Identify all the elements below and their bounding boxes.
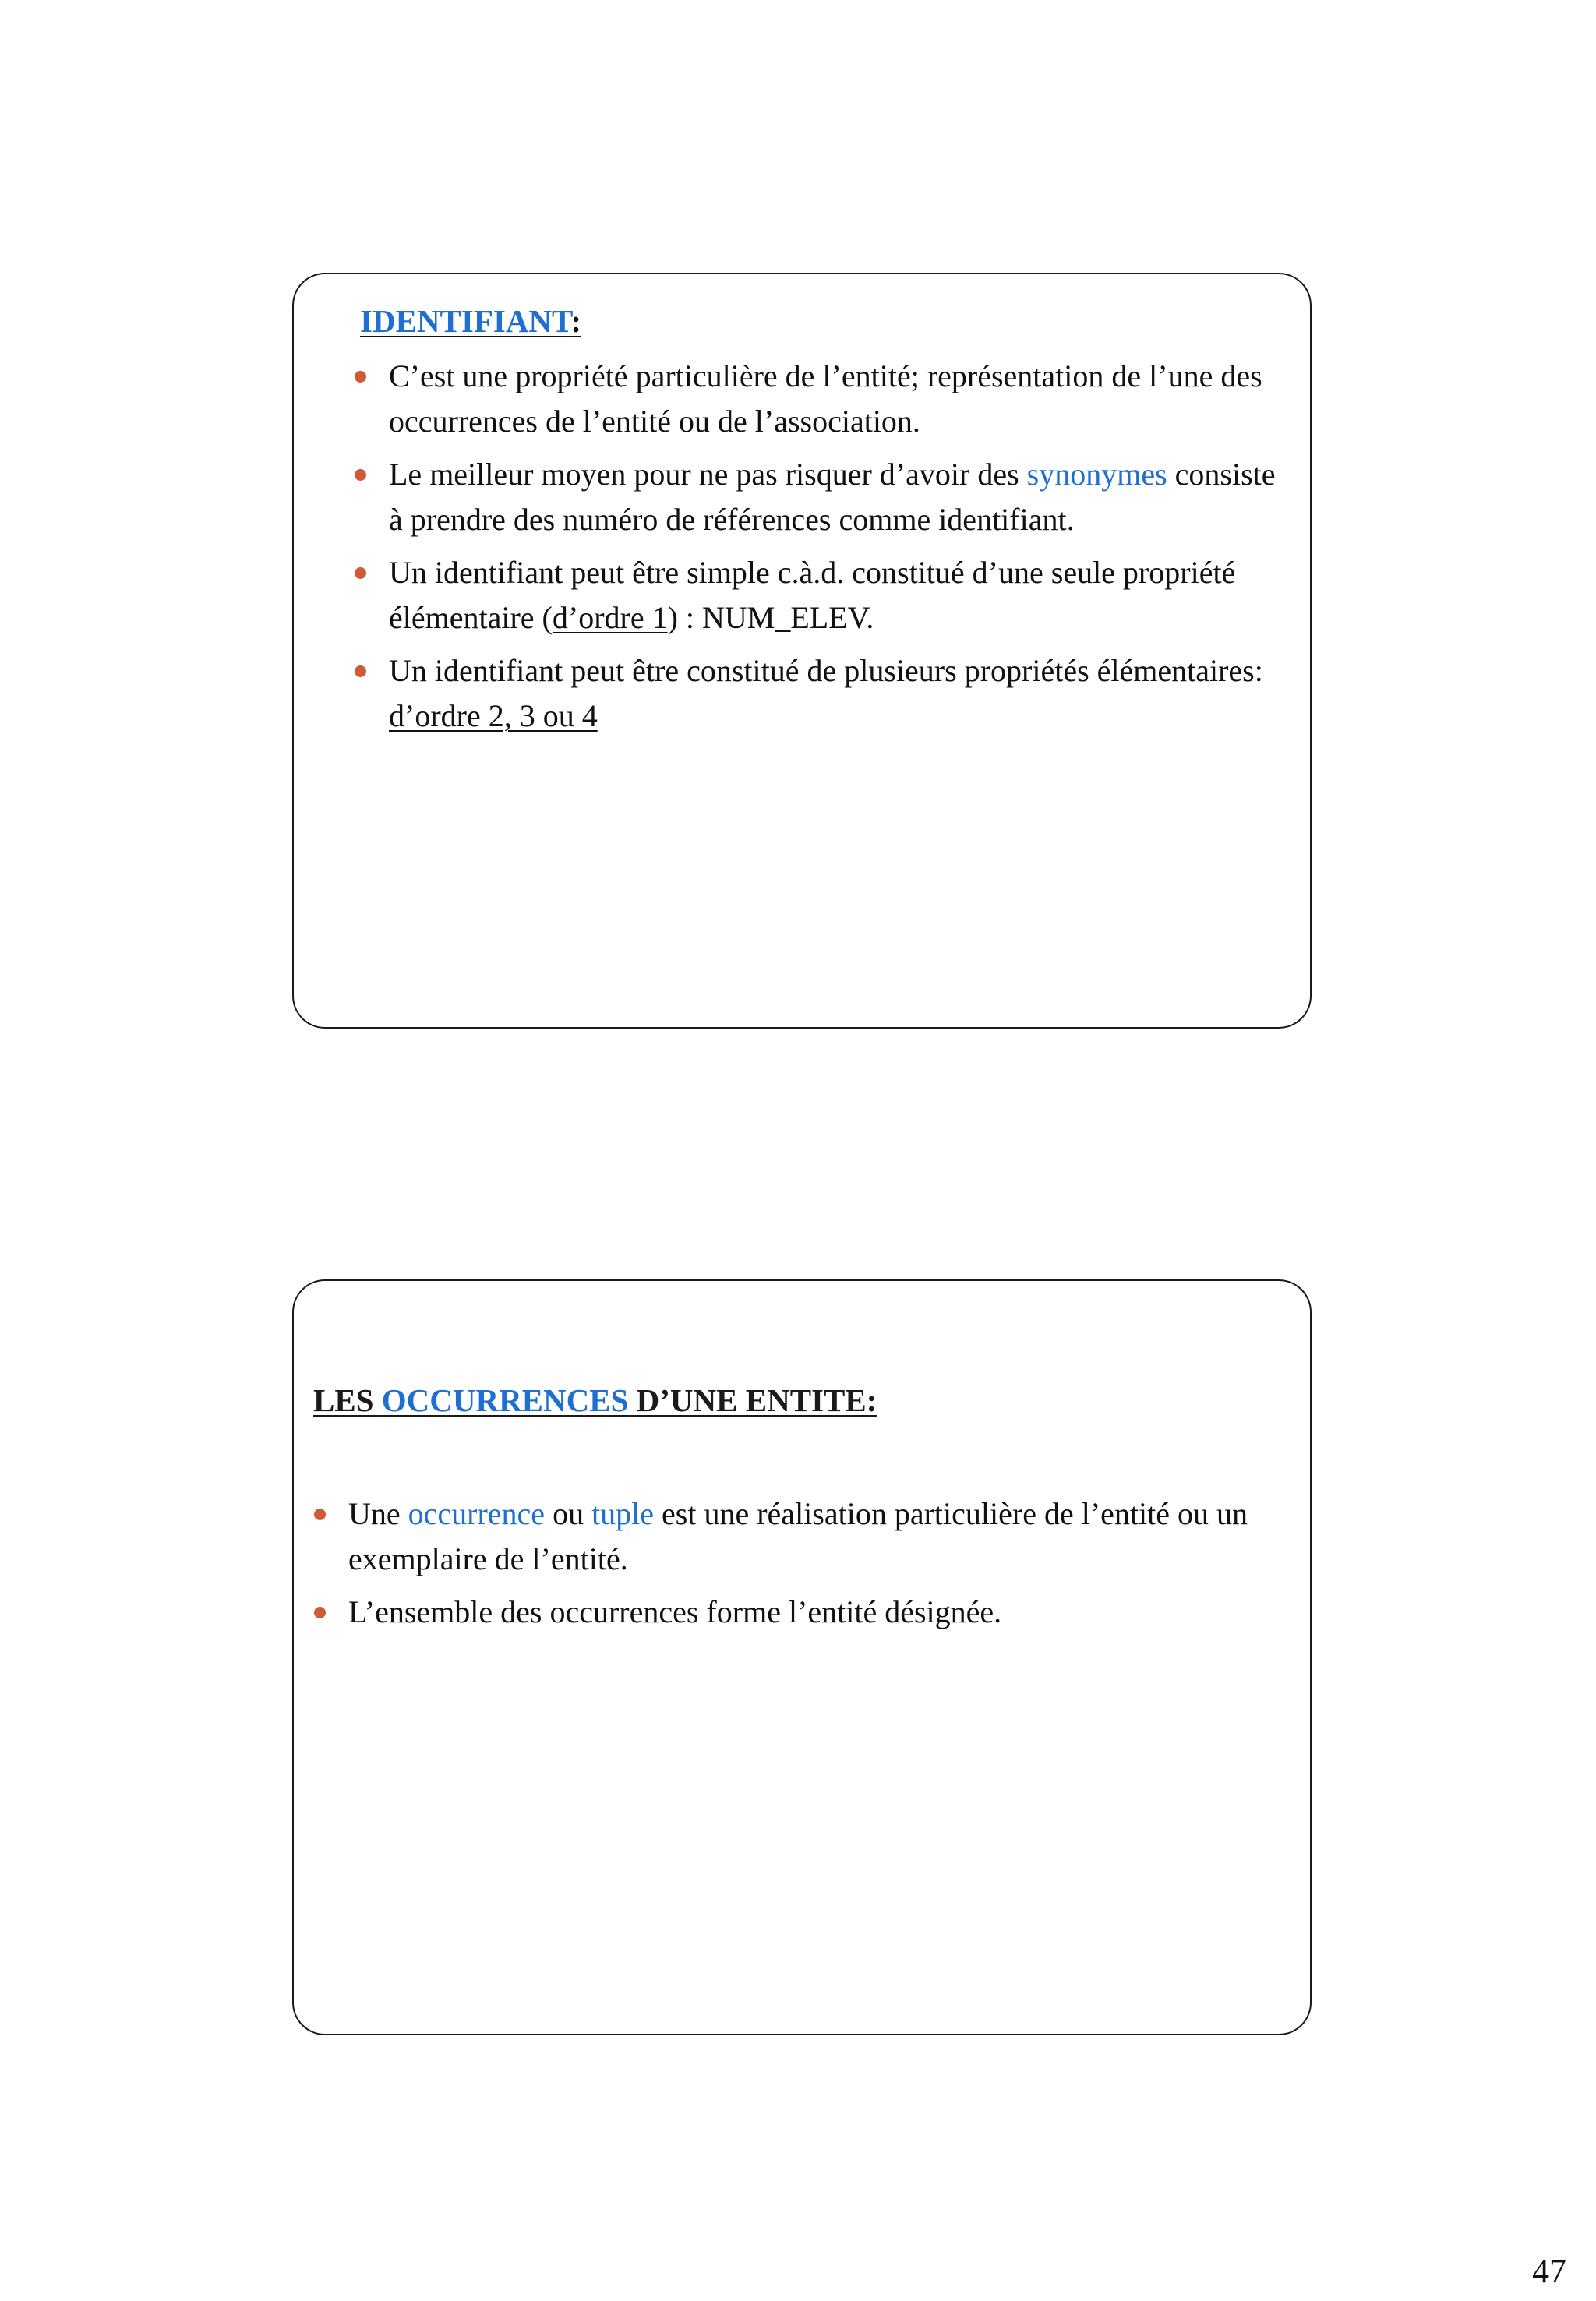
title-pre: LES: [313, 1382, 382, 1418]
bullet-dot-icon: [314, 1509, 326, 1520]
bullet-dot-icon: [314, 1607, 326, 1618]
bullet-dot-icon: [355, 371, 366, 383]
slide1-title: [360, 305, 581, 337]
list-item: [309, 1590, 1299, 1635]
title-occurrences: OCCURRENCES: [381, 1382, 629, 1418]
bullet-text-mid: ou: [545, 1496, 592, 1531]
list-item: [350, 452, 1285, 542]
slide-occurrences: [292, 1279, 1312, 2035]
term-synonymes: synonymes: [1026, 457, 1167, 492]
slide-identifiant: [292, 273, 1312, 1029]
bullet-text-pre: Une: [348, 1496, 408, 1531]
slide1-bullet-list: [350, 354, 1285, 746]
title-colon: :: [570, 303, 581, 339]
page-number: 47: [1532, 2252, 1566, 2290]
bullet-dot-icon: [355, 665, 366, 677]
underlined-ordre-1: d’ordre 1: [552, 600, 668, 635]
bullet-text-pre: Un identifiant peut être constitué de plusieurs propriétés élémentaires:: [389, 653, 1263, 688]
slide2-title: [313, 1382, 877, 1418]
title-identifiant: IDENTIFIANT: [360, 303, 571, 339]
bullet-text-post: consiste à prendre des numéro de références comme identifiant.: [389, 457, 1276, 537]
bullet-dot-icon: [355, 567, 366, 579]
bullet-text-post: est une réalisation particulière de l’entité ou un exemplaire de l’entité.: [348, 1496, 1248, 1576]
bullet-text: C’est une propriété particulière de l’entité; représentation de l’une des occurrences de l’entité ou de l’association.: [389, 358, 1262, 439]
term-occurrence: occurrence: [408, 1496, 546, 1531]
term-tuple: tuple: [591, 1496, 655, 1531]
underlined-ordre-2-3-4: d’ordre 2, 3 ou 4: [389, 698, 598, 733]
title-post: D’UNE ENTITE:: [628, 1382, 877, 1418]
list-item: [350, 550, 1285, 641]
bullet-dot-icon: [355, 469, 366, 481]
bullet-text-post: ) : NUM_ELEV.: [667, 600, 874, 635]
list-item: [350, 354, 1285, 444]
bullet-text-pre: Le meilleur moyen pour ne pas risquer d’avoir des: [389, 457, 1027, 492]
bullet-text-pre: Un identifiant peut être simple c.à.d. constitué d’une seule propriété élémentaire (: [389, 555, 1236, 635]
slide2-bullet-list: [309, 1491, 1299, 1643]
bullet-text: L’ensemble des occurrences forme l’entité désignée.: [348, 1594, 1002, 1629]
list-item: [309, 1491, 1299, 1582]
list-item: [350, 648, 1285, 739]
